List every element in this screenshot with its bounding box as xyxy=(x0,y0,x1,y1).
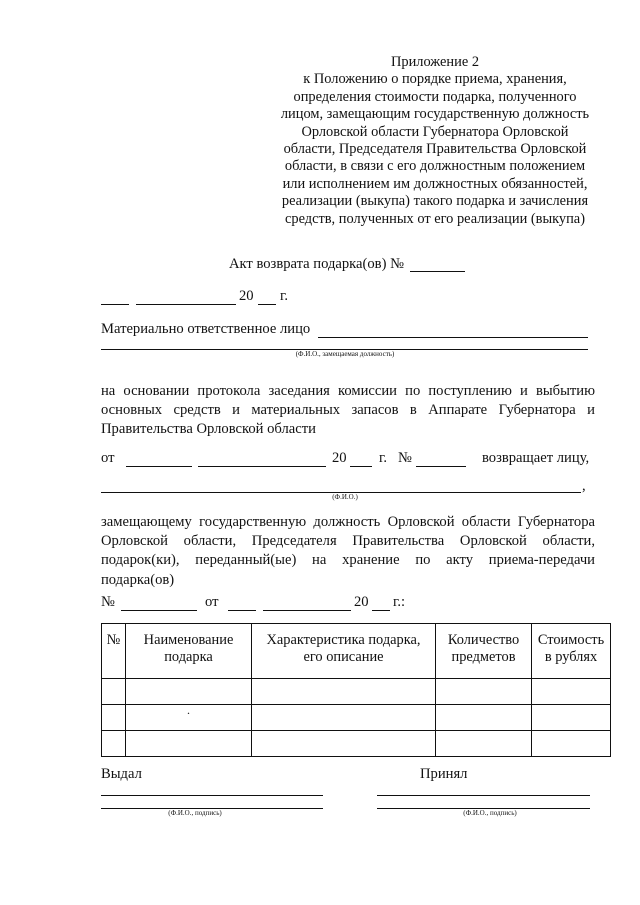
responsible-label: Материально ответственное лицо xyxy=(101,321,311,337)
table-cell[interactable] xyxy=(532,705,611,731)
date-day-field[interactable] xyxy=(101,304,129,305)
appendix-line: области, Председателя Правительства Орловской xyxy=(283,141,587,158)
appendix-line: реализации (выкупа) такого подарка и зачисления xyxy=(281,193,589,210)
date-year-field[interactable] xyxy=(258,304,276,305)
date-year-prefix: 20 xyxy=(239,288,254,304)
from-year-field[interactable] xyxy=(350,466,372,467)
table-cell[interactable] xyxy=(252,705,436,731)
transfer-day-field[interactable] xyxy=(228,610,256,611)
responsible-caption: (Ф.И.О., замещаемая должность) xyxy=(295,350,395,358)
table-cell[interactable] xyxy=(532,731,611,757)
appendix-header xyxy=(255,54,615,228)
act-title: Акт возврата подарка(ов) № xyxy=(229,256,404,272)
table-row xyxy=(102,705,611,731)
table-row xyxy=(102,679,611,705)
basis-paragraph: на основании протокола заседания комиссии по поступлению и выбытию основных средств и материальных запасов в Аппарате Губернатора и Правительства Орловской области xyxy=(101,383,595,438)
appendix-line: или исполнением им должностных обязанностей, xyxy=(282,175,588,192)
appendix-line: определения стоимости подарка, полученного xyxy=(293,88,577,105)
table-cell[interactable] xyxy=(102,731,126,757)
date-year-suffix: г. xyxy=(280,288,288,304)
appendix-line: к Положению о порядке приема, хранения, xyxy=(303,71,567,88)
received-caption: (Ф.И.О., подпись) xyxy=(463,809,517,817)
date-month-field[interactable] xyxy=(136,304,236,305)
transfer-year-prefix: 20 xyxy=(354,594,369,610)
table-cell[interactable] xyxy=(102,705,126,731)
received-label: Принял xyxy=(420,766,468,782)
transfer-number-field[interactable] xyxy=(121,610,197,611)
table-cell[interactable] xyxy=(126,731,252,757)
from-day-field[interactable] xyxy=(126,466,192,467)
transfer-number-sign: № xyxy=(101,594,115,610)
table-cell[interactable] xyxy=(436,679,532,705)
received-name-field[interactable] xyxy=(377,795,590,796)
transfer-month-field[interactable] xyxy=(263,610,351,611)
table-cell[interactable] xyxy=(126,679,252,705)
issued-label: Выдал xyxy=(101,766,142,782)
appendix-line: Приложение 2 xyxy=(390,54,480,70)
from-month-field[interactable] xyxy=(198,466,326,467)
table-cell[interactable] xyxy=(252,679,436,705)
person-line-comma: , xyxy=(582,478,586,494)
table-cell[interactable]: . xyxy=(126,705,252,731)
table-cell[interactable] xyxy=(252,731,436,757)
table-header-row xyxy=(102,624,611,679)
table-cell[interactable] xyxy=(532,679,611,705)
from-year-prefix: 20 xyxy=(332,450,347,466)
occupying-paragraph: замещающему государственную должность Орловской области Губернатора Орловской области, Председателя Правительства Орловской области, подарок(ки), переданный(ые) на хранение по акту приема-передачи подарка(ов) xyxy=(101,514,595,588)
appendix-line: области, в связи с его должностным положением xyxy=(284,158,586,175)
protocol-number-field[interactable] xyxy=(416,466,466,467)
number-sign: № xyxy=(398,450,412,466)
table-cell[interactable] xyxy=(436,731,532,757)
appendix-line: лицом, замещающим государственную должность xyxy=(280,106,590,123)
table-cell[interactable] xyxy=(102,679,126,705)
header-description: Характеристика подарка, его описание xyxy=(252,624,436,679)
issued-name-field[interactable] xyxy=(101,795,323,796)
gifts-table xyxy=(101,623,611,757)
header-number: № xyxy=(102,624,126,679)
transfer-from-label: от xyxy=(205,594,219,610)
header-quantity: Количество предметов xyxy=(436,624,532,679)
person-caption: (Ф.И.О.) xyxy=(332,493,358,501)
appendix-line: средств, полученных от его реализации (выкупа) xyxy=(284,210,585,227)
responsible-field[interactable] xyxy=(318,337,588,338)
issued-caption: (Ф.И.О., подпись) xyxy=(168,809,222,817)
appendix-line: Орловской области Губернатора Орловской xyxy=(301,123,569,140)
header-cost: Стоимость в рублях xyxy=(532,624,611,679)
transfer-year-field[interactable] xyxy=(372,610,390,611)
returns-text: возвращает лицу, xyxy=(482,450,590,466)
table-cell[interactable] xyxy=(436,705,532,731)
transfer-year-suffix: г.: xyxy=(393,594,406,610)
act-number-field[interactable] xyxy=(410,271,465,272)
from-label: от xyxy=(101,450,115,466)
table-row xyxy=(102,731,611,757)
from-year-suffix: г. xyxy=(379,450,387,466)
header-name: Наименование подарка xyxy=(126,624,252,679)
